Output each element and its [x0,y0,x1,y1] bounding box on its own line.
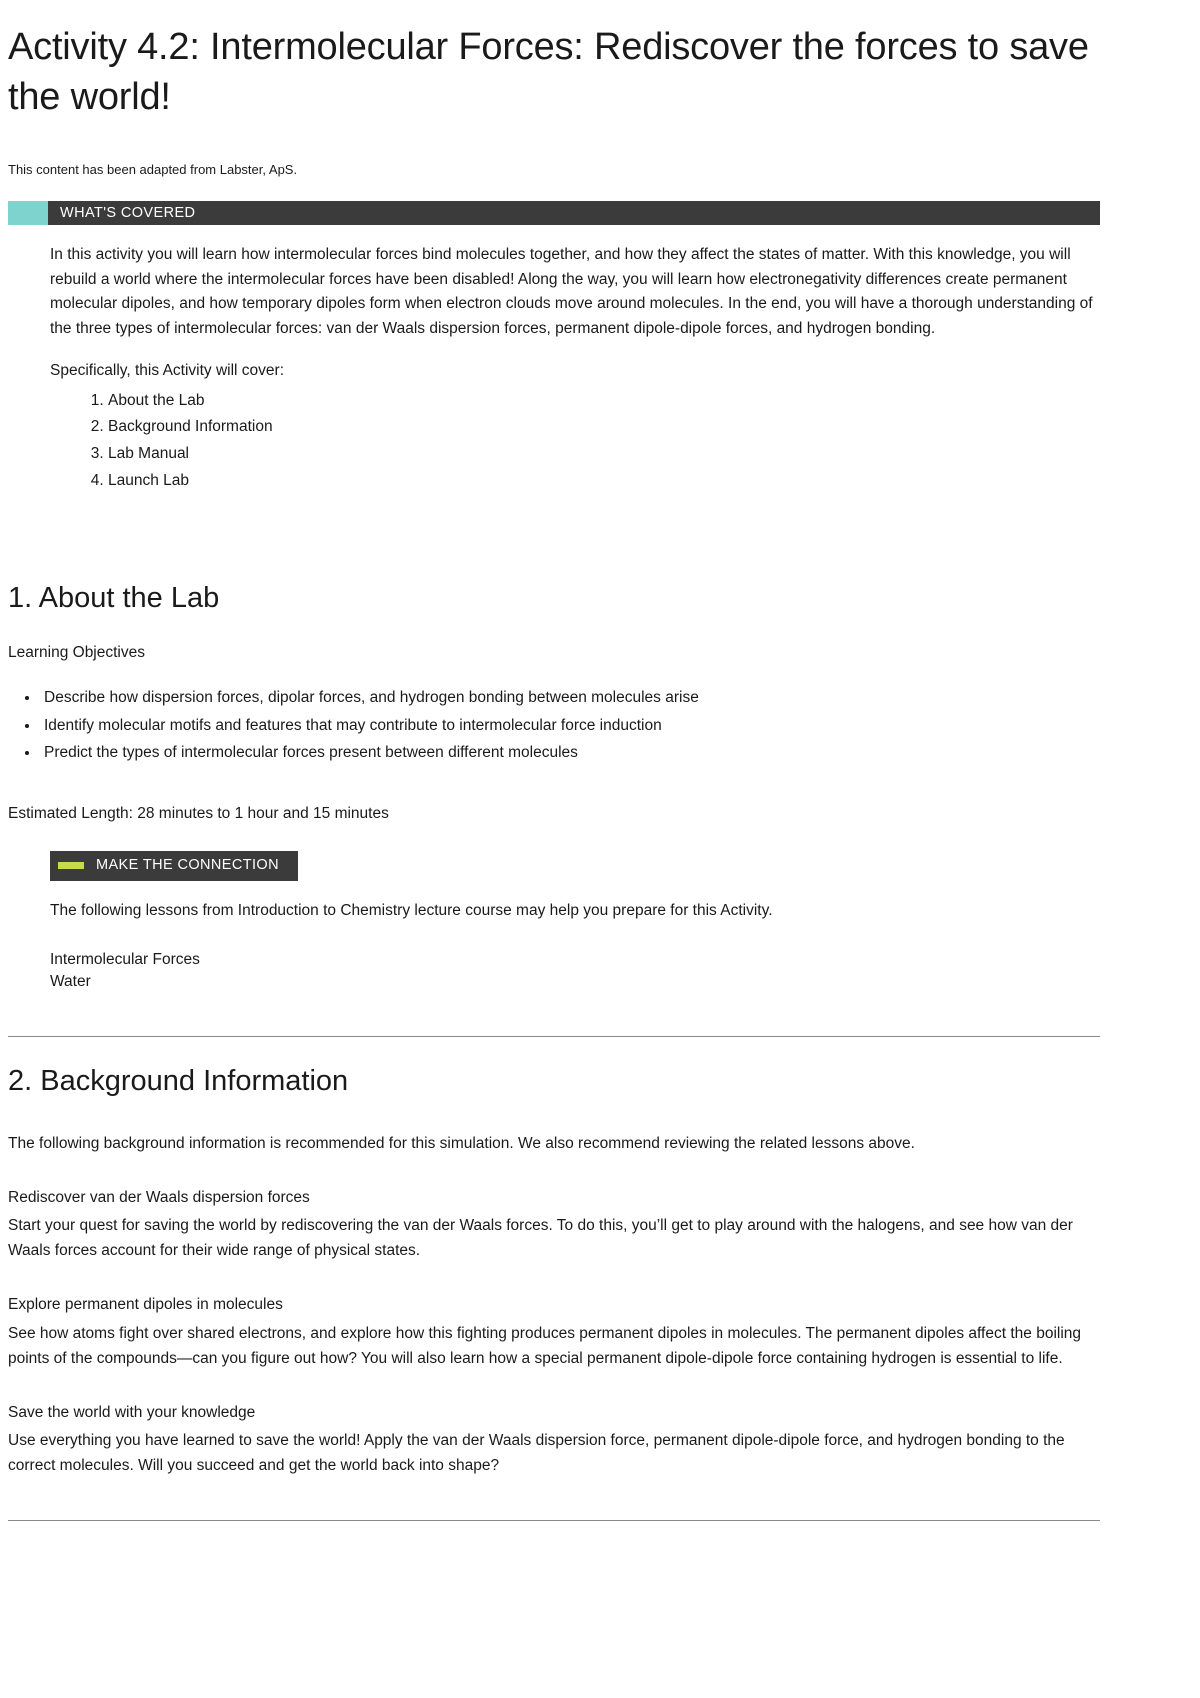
list-item: 4. Launch Lab [108,468,1100,495]
whats-covered-body [50,243,1100,494]
related-lessons-list [50,949,1100,994]
make-the-connection-block [50,851,1100,994]
background-block-detail: See how atoms fight over shared electrons, and explore how this fighting produces permanent dipoles in molecules. The permanent dipoles affect the boiling points of the compounds—can you figure out how? You will also learn how a special permanent dipole-dipole force containing hydrogen is essential to life. [8,1324,1082,1367]
background-block-dispersion [8,1186,1100,1263]
whats-covered-list-intro: Specifically, this Activity will cover: [50,362,284,380]
make-the-connection-label: MAKE THE CONNECTION [96,856,279,873]
section-divider [8,1036,1100,1037]
background-block-dipoles [8,1293,1100,1370]
whats-covered-swatch [8,201,48,225]
background-block-detail: Use everything you have learned to save the world! Apply the van der Waals dispersion force, permanent dipole-dipole force, and hydrogen bonding to the correct molecules. Will you succeed and get the world back into shape? [8,1432,1065,1475]
make-the-connection-banner [50,851,298,881]
estimated-length: Estimated Length: 28 minutes to 1 hour and 15 minutes [8,804,389,822]
background-block-lead: Save the world with your knowledge [8,1403,256,1421]
list-item: • Identify molecular motifs and features that may contribute to intermolecular force induction [40,712,1100,740]
whats-covered-label: WHAT'S COVERED [60,205,196,222]
section-heading-about-the-lab: 1. About the Lab [8,582,220,615]
learning-objectives-list [8,684,1100,767]
whats-covered-paragraph: In this activity you will learn how intermolecular forces bind molecules together, and how they affect the states of matter. With this knowledge, you will rebuild a world where the intermolecular forces have been disabled! Along the way, you will learn how electronegativity differences create permanent molecular dipoles, and how temporary dipoles form when electron clouds move around molecules. In the end, you will have a thorough understanding of the three types of intermolecular forces: van der Waals dispersion forces, permanent dipole-dipole forces, and hydrogen bonding. [50,246,1093,337]
background-block-detail: Start your quest for saving the world by rediscovering the van der Waals forces. To do this, you’ll get to play around with the halogens, and see how van der Waals forces account for their wide range of physical states. [8,1217,1073,1260]
background-block-lead: Explore permanent dipoles in molecules [8,1296,283,1314]
make-the-connection-swatch [58,862,84,869]
whats-covered-list [50,388,1100,495]
page-title: Activity 4.2: Intermolecular Forces: Rediscover the forces to save the world! [8,26,1089,119]
section-heading-background-information: 2. Background Information [8,1064,349,1097]
adapted-from-note: This content has been adapted from Labster, ApS. [8,162,298,178]
page-bottom-spacer [8,1521,1100,1539]
list-item: 1. About the Lab [108,388,1100,415]
list-item: 2. Background Information [108,414,1100,441]
list-item: Intermolecular Forces [50,950,200,968]
background-block-lead: Rediscover van der Waals dispersion forces [8,1188,310,1206]
list-item: Water [50,973,91,991]
whats-covered-banner [8,201,1100,225]
list-item: • Predict the types of intermolecular forces present between different molecules [40,739,1100,767]
list-item: 3. Lab Manual [108,441,1100,468]
background-intro: The following background information is recommended for this simulation. We also recommend reviewing the related lessons above. [8,1134,915,1152]
make-the-connection-text: The following lessons from Introduction to Chemistry lecture course may help you prepare for this Activity. [50,901,773,919]
learning-objectives-label: Learning Objectives [8,644,145,662]
list-item: • Describe how dispersion forces, dipolar forces, and hydrogen bonding between molecules arise [40,684,1100,712]
background-block-save-the-world [8,1401,1100,1478]
